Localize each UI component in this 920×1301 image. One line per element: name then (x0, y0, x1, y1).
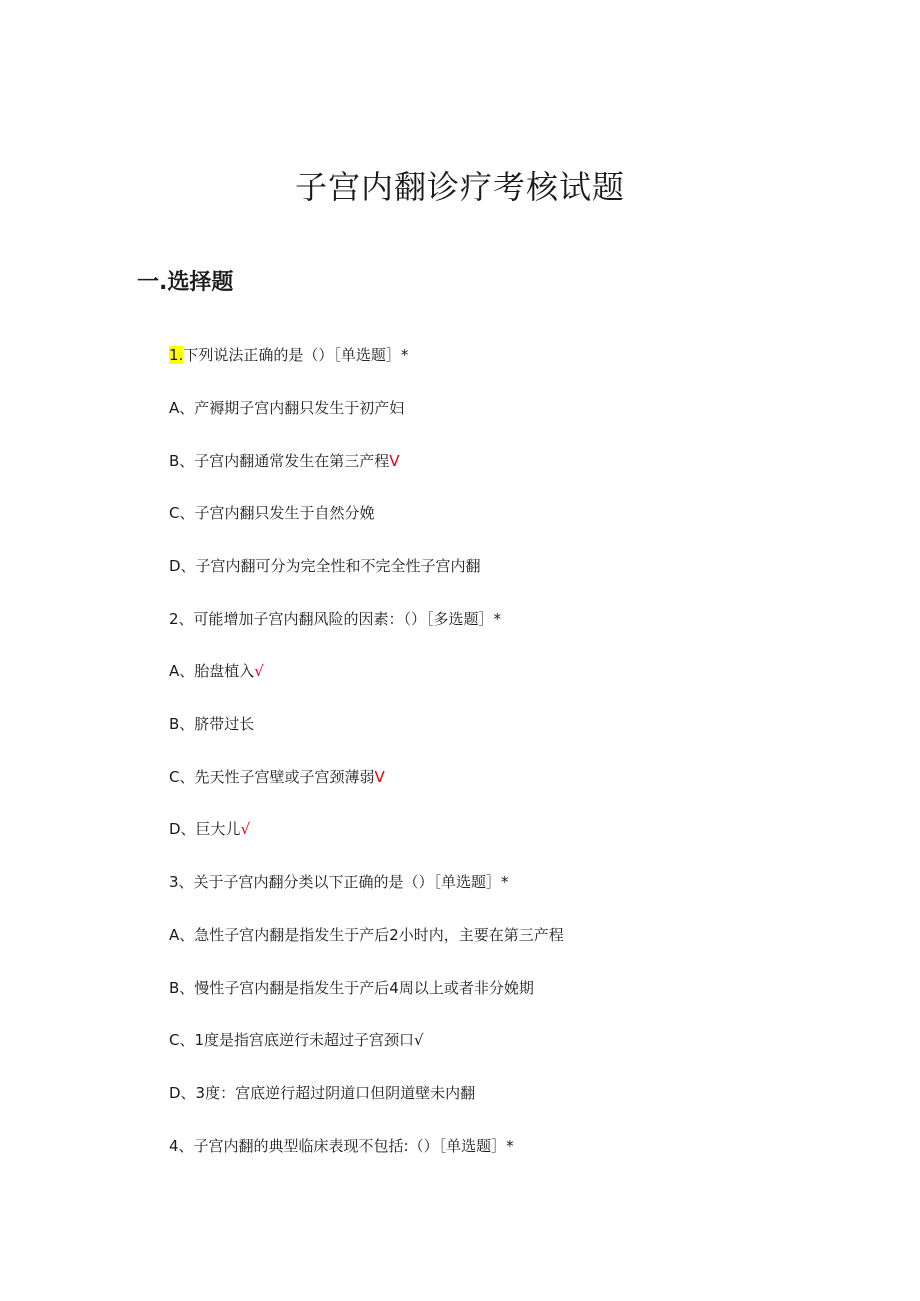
q1-option-b (169, 449, 400, 473)
option-text: C、先天性子宫壁或子宫颈薄弱 (169, 768, 375, 786)
q2-option-b (169, 712, 254, 736)
option-text: B、慢性子宫内翻是指发生于产后4周以上或者非分娩期 (169, 979, 534, 997)
question-number-highlight: 1. (169, 346, 184, 364)
option-text: D、子宫内翻可分为完全性和不完全性子宫内翻 (169, 557, 481, 575)
question-text: 下列说法正确的是（）［单选题］* (183, 346, 409, 364)
question-text: 2、可能增加子宫内翻风险的因素：（）［多选题］* (169, 610, 502, 628)
answer-mark: V (374, 768, 385, 786)
q1-option-d (169, 554, 481, 578)
option-text: B、脐带过长 (169, 715, 255, 733)
q1-option-a (169, 396, 404, 420)
question-text: 4、子宫内翻的典型临床表现不包括:（）［单选题］* (169, 1137, 514, 1155)
option-text: D、3度：宫底逆行超过阴道口但阴道壁未内翻 (169, 1084, 476, 1102)
question-text: 3、关于子宫内翻分类以下正确的是（）［单选题］* (169, 873, 509, 891)
q1-option-c (169, 501, 374, 525)
question-3 (169, 870, 509, 894)
option-text: A、产褥期子宫内翻只发生于初产妇 (169, 399, 405, 417)
option-text: B、子宫内翻通常发生在第三产程 (169, 452, 390, 470)
q3-option-a (169, 923, 564, 947)
question-1 (169, 343, 408, 367)
q2-option-a (169, 659, 264, 683)
option-text: C、子宫内翻只发生于自然分娩 (169, 504, 375, 522)
option-text: A、急性子宫内翻是指发生于产后2小时内，主要在第三产程 (169, 926, 564, 944)
option-text: C、1度是指宫底逆行未超过子宫颈口√ (169, 1031, 424, 1049)
q3-option-b (169, 976, 534, 1000)
q3-option-d (169, 1081, 475, 1105)
q2-option-d (169, 817, 250, 841)
answer-mark: √ (254, 662, 264, 680)
document-title: 子宫内翻诊疗考核试题 (294, 168, 625, 206)
question-2 (169, 607, 501, 631)
q3-option-c (169, 1028, 424, 1052)
section-heading: 一.选择题 (137, 270, 234, 295)
option-text: D、巨大儿 (169, 820, 241, 838)
question-4 (169, 1134, 514, 1158)
answer-mark: V (389, 452, 400, 470)
q2-option-c (169, 765, 385, 789)
option-text: A、胎盘植入 (169, 662, 255, 680)
answer-mark: √ (240, 820, 251, 838)
